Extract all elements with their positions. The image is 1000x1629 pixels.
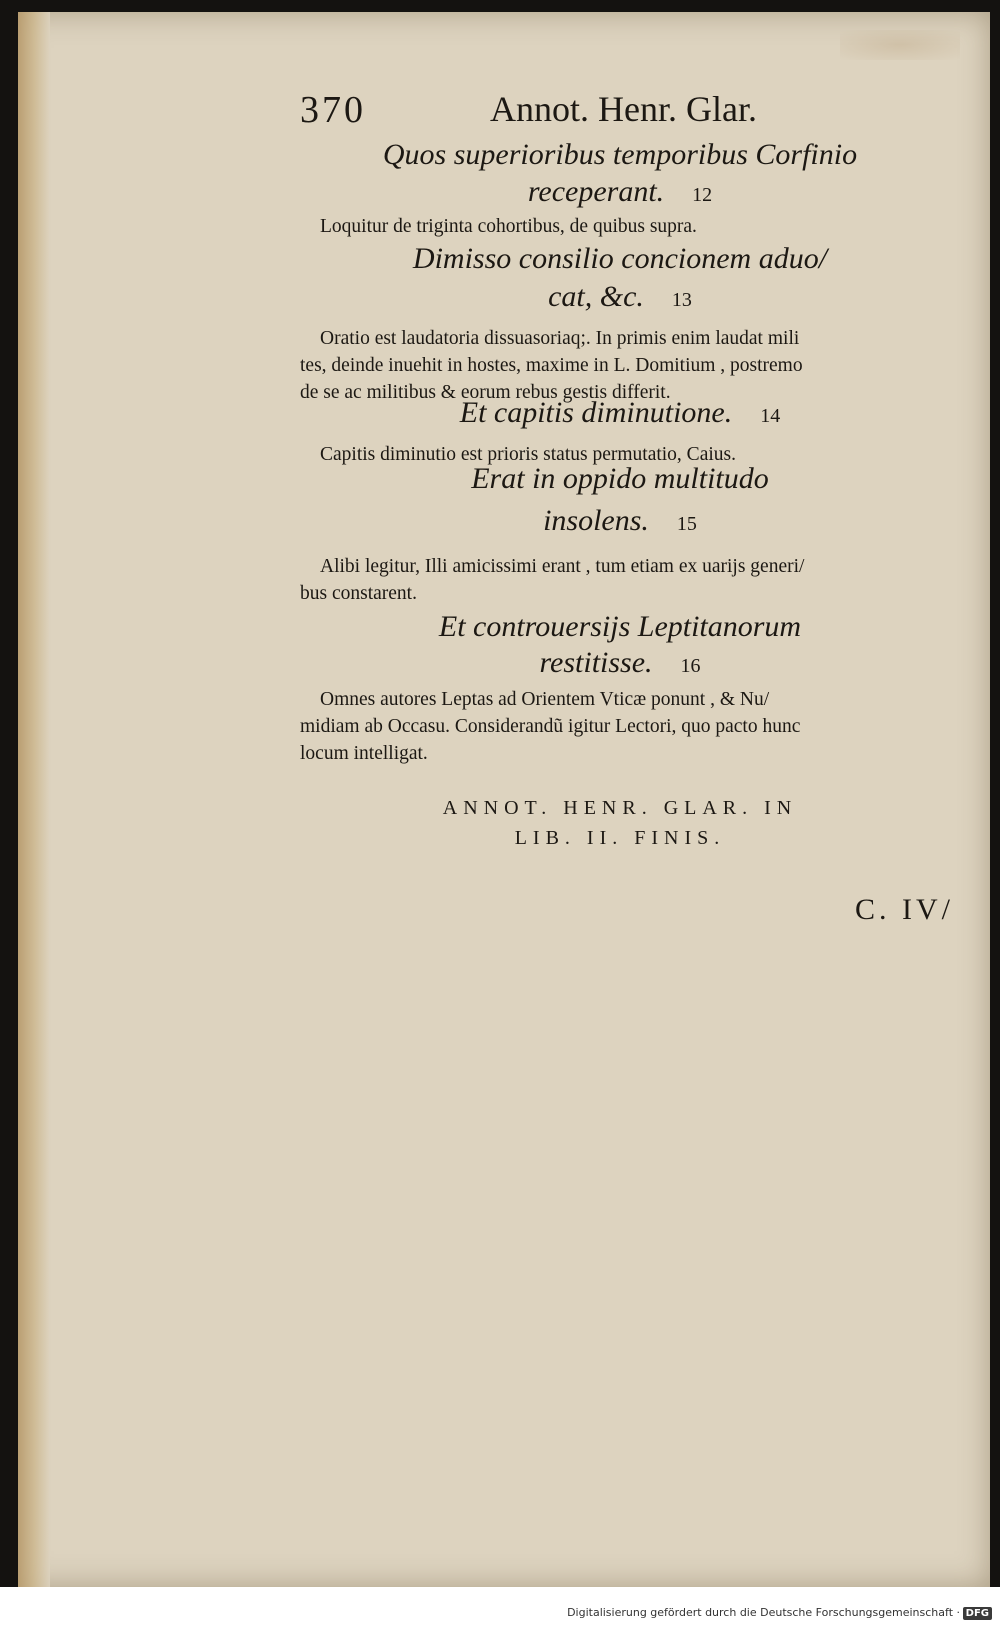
lemma-line: Dimisso consilio concionem aduo/ — [412, 242, 828, 275]
lemma-line: restitisse. — [539, 646, 653, 679]
digitization-credit: Digitalisierung gefördert durch die Deutsche Forschungsgemeinschaft · — [567, 1606, 960, 1619]
note-number: 16 — [680, 655, 701, 677]
note-number: 12 — [692, 184, 713, 206]
lemma-line: Erat in oppido multitudo — [471, 462, 769, 495]
text-line: Capitis diminutio est prioris status permutatio, Caius. — [320, 444, 736, 465]
paper-stain — [840, 30, 960, 60]
lemma-line: cat, &c. — [548, 280, 644, 313]
running-head-title: Annot. Henr. Glar. — [490, 89, 757, 129]
running-head — [300, 88, 820, 132]
lemma-line: insolens. — [543, 504, 649, 537]
lemma-line: Et controuersijs Leptitanorum — [438, 610, 802, 643]
commentary-paragraph — [300, 686, 965, 767]
lemma-heading — [300, 646, 940, 680]
dfg-logo: DFG — [963, 1607, 992, 1620]
catchword: C. IV/ — [855, 893, 954, 926]
text-line: Alibi legitur, Illi amicissimi erant , tum etiam ex uarijs generi/ — [320, 556, 805, 577]
lemma-heading — [300, 396, 940, 430]
binding-edge — [18, 12, 50, 1587]
text-line: de se ac militibus & eorum rebus gestis differit. — [300, 382, 671, 403]
note-number: 13 — [671, 289, 692, 311]
lemma-heading — [300, 138, 940, 172]
text-line: Omnes autores Leptas ad Orientem Vticæ ponunt , & Nu/ — [320, 689, 770, 710]
lemma-line: Quos superioribus temporibus Corfinio — [382, 138, 858, 171]
text-line: locum intelligat. — [300, 743, 428, 764]
note-number: 15 — [676, 513, 697, 535]
text-line: bus constarent. — [300, 583, 417, 604]
lemma-heading — [300, 175, 940, 209]
colophon-line: LIB. II. FINIS. — [514, 827, 726, 849]
lemma-heading — [300, 242, 940, 276]
text-line: midiam ab Occasu. Considerandũ igitur Lectori, quo pacto hunc — [300, 716, 801, 737]
text-line: Loquitur de triginta cohortibus, de quibus supra. — [320, 216, 697, 237]
text-line: Oratio est laudatoria dissuasoriaq;. In primis enim laudat mili — [320, 328, 800, 349]
commentary-paragraph — [300, 213, 965, 240]
commentary-paragraph — [300, 553, 965, 607]
lemma-heading — [300, 610, 940, 644]
lemma-heading — [300, 504, 940, 538]
book-end-colophon — [300, 793, 940, 853]
colophon-line: ANNOT. HENR. GLAR. IN — [442, 797, 798, 819]
page-number: 370 — [300, 89, 366, 131]
lemma-line: Et capitis diminutione. — [459, 396, 733, 429]
lemma-heading — [300, 280, 940, 314]
note-number: 14 — [760, 405, 781, 427]
commentary-paragraph — [300, 325, 965, 406]
lemma-heading — [300, 462, 940, 496]
text-line: tes, deinde inuehit in hostes, maxime in L. Domitium , postremo — [300, 355, 803, 376]
lemma-line: receperant. — [527, 175, 665, 208]
